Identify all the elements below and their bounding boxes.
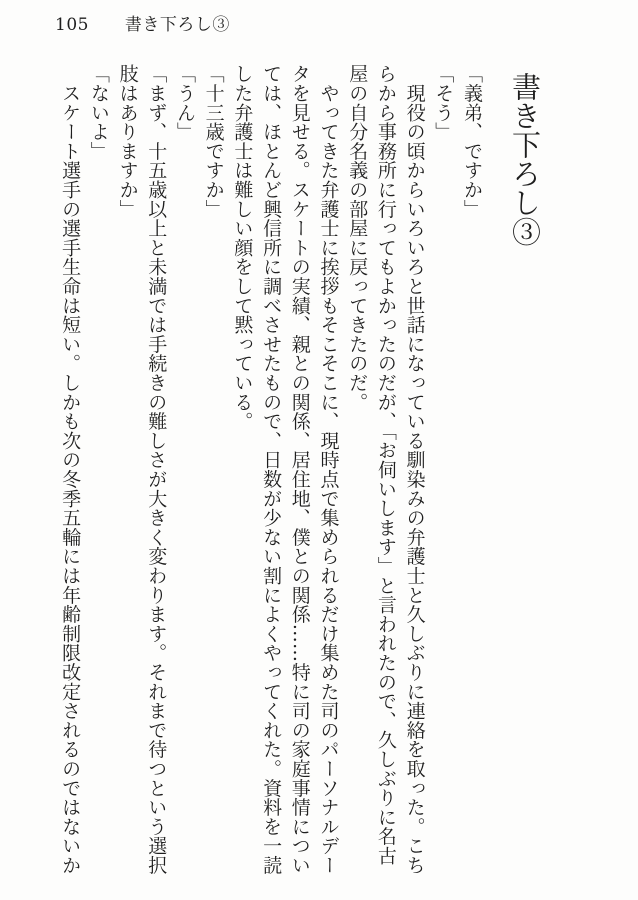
text-line: やってきた弁護士に挨拶もそこそこに、現時点で集められるだけ集めた司のパーソナルデー — [317, 64, 340, 875]
page-header — [55, 10, 230, 35]
text-line: 「義弟、ですか」 — [461, 64, 483, 219]
text-line: スケート選手の選手生命は短い。しかも次の冬季五輪には年齢制限改定されるのではないか — [59, 64, 82, 875]
section-title: 書き下ろし③ — [508, 72, 542, 246]
text-line: 「ないよ」 — [87, 64, 110, 161]
page-content — [55, 64, 546, 884]
text-line: 屋の自分名義の部屋に戻ってきたのだ。 — [346, 64, 369, 412]
text-line: 「そう」 — [432, 64, 455, 142]
running-header: 書き下ろし③ — [124, 15, 230, 35]
text-line: 肢はありますか」 — [116, 64, 139, 219]
text-line: らから事務所に行ってもよかったのだが、「お伺いします」と言われたので、久しぶりに名古 — [374, 64, 397, 866]
text-line: タを見せる。スケートの実績、親との関係、居住地、僕との関係……特に司の家庭事情につい — [288, 64, 311, 875]
text-line: 「まず、十五歳以上と未満では手続きの難しさが大きく変わります。それまで待つという選択 — [145, 64, 168, 875]
page-number: 105 — [55, 15, 89, 35]
text-line: 「十三歳ですか」 — [202, 64, 225, 219]
text-line: 「うん」 — [173, 64, 196, 142]
text-line: 現役の頃からいろいろと世話になっている馴染みの弁護士と久しぶりに連絡を取った。こち — [403, 64, 426, 875]
text-line: した弁護士は難しい顔をして黙っている。 — [231, 64, 254, 431]
text-line: ては、ほとんど興信所に調べさせたもので、日数が少ない割によくやってくれた。資料を一読 — [260, 64, 283, 875]
